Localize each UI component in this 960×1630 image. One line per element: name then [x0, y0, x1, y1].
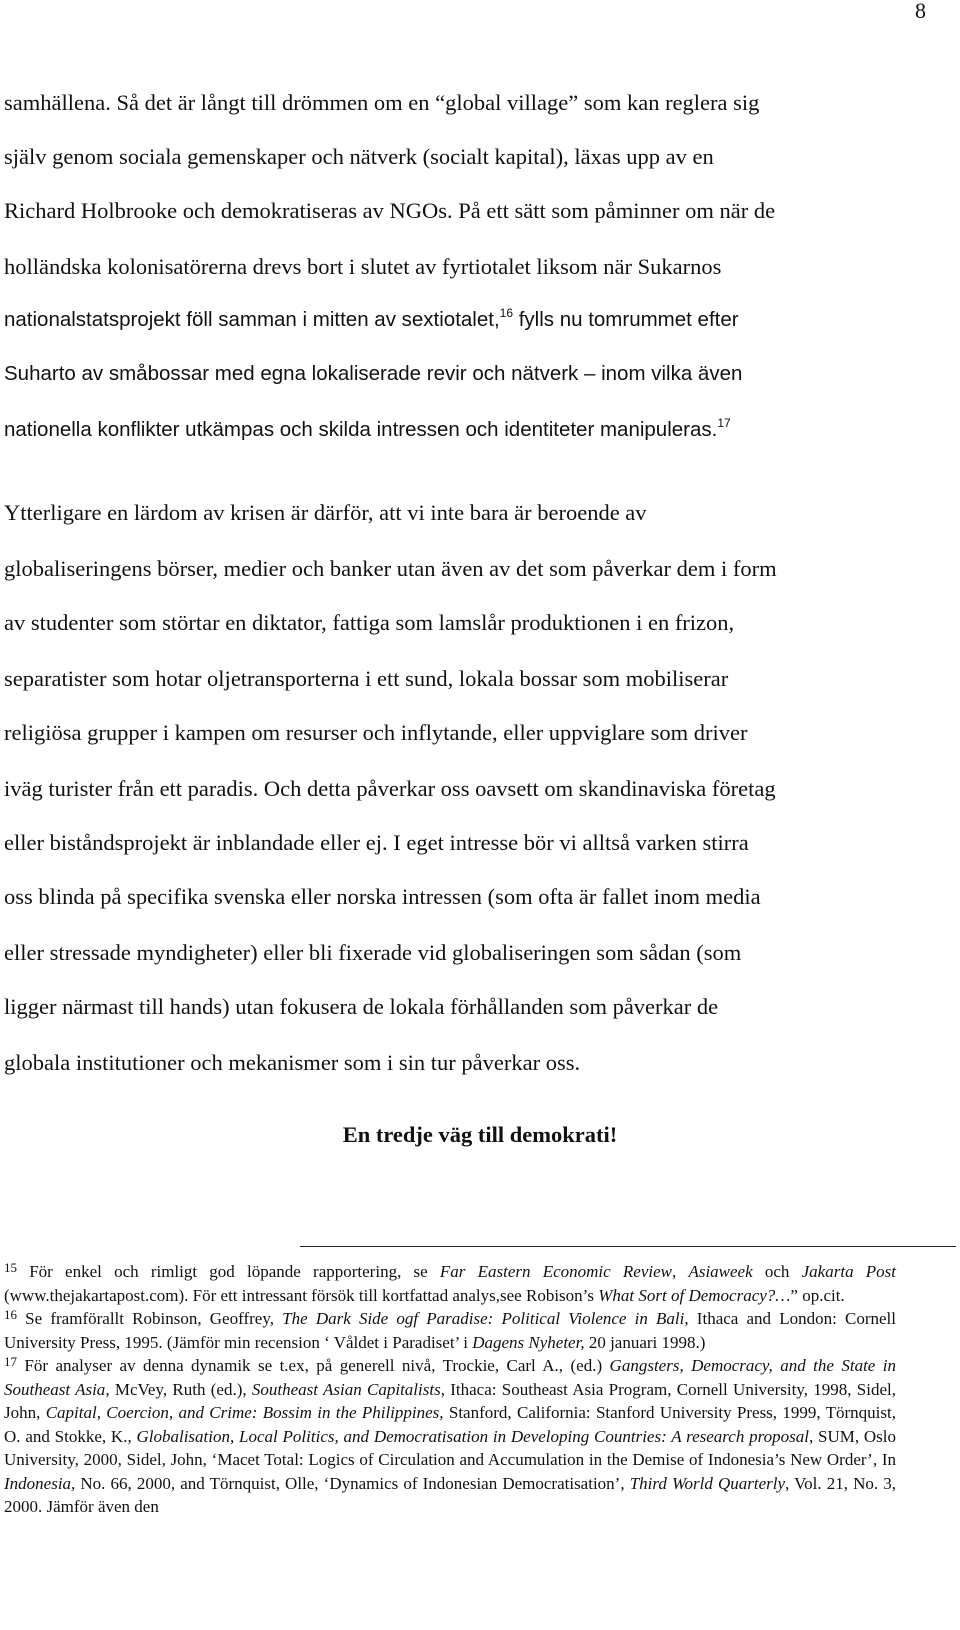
footnote-text: , McVey, Ruth (ed.),	[105, 1379, 252, 1399]
text-line	[4, 200, 775, 223]
page-number: 8	[915, 0, 926, 23]
footnote-text: 20 januari 1998.)	[584, 1332, 706, 1352]
footnote-text: För analyser av denna dynamik se t.ex, på generell nivå, Trockie, Carl A., (ed.)	[17, 1356, 610, 1375]
footnote-text: och	[752, 1262, 802, 1281]
text-line	[4, 558, 777, 581]
text-line	[4, 146, 714, 169]
footnote-ref: 17	[717, 416, 731, 430]
footnote-text: (www.thejakartapost.com). För ett intressant försök till kortfattad analys,see Robison’s	[4, 1285, 599, 1305]
text-line	[4, 92, 759, 115]
footnote-text: Stanford, California: Stanford University Press, 1999, Törnquist, O. and Stokke, K.,	[4, 1403, 896, 1446]
line-text: nationalstatsprojekt föll samman i mitten av sextiotalet,	[4, 308, 500, 331]
footnote-number: 15	[4, 1260, 17, 1275]
text-line	[4, 942, 741, 965]
line-text: Suharto av småbossar med egna lokaliserade revir och nätverk – inom vilka även	[4, 362, 743, 385]
footnote-text: ,	[671, 1262, 689, 1281]
text-line	[4, 668, 728, 691]
text-line	[4, 306, 739, 331]
line-text: eller biståndsprojekt är inblandade eller ej. I eget intresse bör vi alltså varken stirra	[4, 830, 749, 855]
line-text: själv genom sociala gemenskaper och nätverk (socialt kapital), läxas upp av en	[4, 144, 714, 169]
footnote-title: Asiaweek	[688, 1262, 753, 1281]
footnote-title: Capital, Coercion, and Crime: Bossim in the Philippines,	[45, 1403, 444, 1422]
footnote-title: Third World Quarterly	[629, 1473, 786, 1493]
text-line	[4, 778, 776, 801]
line-text: globala institutioner och mekanismer som i sin tur påverkar oss.	[4, 1050, 581, 1075]
footnotes	[4, 1260, 896, 1519]
footnote-title: Gangsters, Democracy, and the State in Southeast Asia	[4, 1356, 897, 1399]
text-line	[4, 416, 731, 441]
line-text: oss blinda på specifika svenska eller norska intressen (som ofta är fallet inom media	[4, 884, 761, 909]
footnote-number: 16	[4, 1307, 17, 1322]
footnote-text: ” op.cit.	[790, 1285, 845, 1305]
footnote-title: The Dark Side ogf Paradise: Political Violence in Bali	[282, 1309, 685, 1328]
footnote-text: För enkel och rimligt god löpande rapportering, se	[17, 1262, 440, 1281]
footnote-title: Indonesia,	[4, 1473, 76, 1493]
text-line	[4, 722, 748, 745]
footnote-title: Far Eastern Economic Review	[439, 1262, 672, 1281]
footnote-text: , SUM, Oslo University, 2000, Sidel, John, ‘Macet Total: Logics of Circulation and Accumulation in the Demise of Indonesia’s New Order’, In	[4, 1426, 896, 1469]
line-text: samhällena. Så det är långt till drömmen om en “global village” som kan reglera sig	[4, 90, 760, 115]
footnote	[4, 1307, 896, 1354]
text-line	[4, 364, 742, 385]
section-heading: En tredje väg till demokrati!	[342, 1122, 618, 1147]
footnote-title: Dagens Nyheter,	[472, 1332, 585, 1352]
footnote-text: , Vol. 21, No. 3, 2000. Jämför även den	[4, 1473, 896, 1516]
line-text: religiösa grupper i kampen om resurser och inflytande, eller uppviglare som driver	[4, 720, 748, 745]
line-text: av studenter som störtar en diktator, fattiga som lamslår produktionen i en frizon,	[4, 610, 735, 635]
footnote-title: Globalisation, Local Politics, and Democratisation in Developing Countries: A research proposal	[136, 1426, 809, 1446]
line-text: separatister som hotar oljetransporterna i ett sund, lokala bossar som mobiliserar	[4, 666, 729, 691]
text-line	[4, 1052, 580, 1075]
footnote-title: Southeast Asian Capitalists	[251, 1379, 441, 1399]
text-line	[4, 256, 721, 279]
footnote-title: What Sort of Democracy?…	[598, 1285, 791, 1305]
footnote-text: Se framförallt Robinson, Geoffrey,	[17, 1309, 283, 1328]
line-text: ligger närmast till hands) utan fokusera de lokala förhållanden som påverkar de	[4, 994, 719, 1019]
line-text: holländska kolonisatörerna drevs bort i slutet av fyrtiotalet liksom när Sukarnos	[4, 254, 722, 279]
footnote-title: Jakarta Post	[801, 1262, 897, 1281]
text-line	[4, 612, 734, 635]
line-text: globaliseringens börser, medier och banker utan även av det som påverkar dem i form	[4, 556, 777, 581]
text-line	[4, 996, 718, 1019]
line-text: iväg turister från ett paradis. Och detta påverkar oss oavsett om skandinaviska företag	[4, 776, 776, 801]
footnote	[4, 1260, 896, 1307]
footnote-ref: 16	[499, 306, 514, 320]
text-line	[4, 832, 749, 855]
text-line	[4, 886, 761, 909]
line-text: fylls nu tomrummet efter	[513, 308, 739, 331]
line-text: nationella konflikter utkämpas och skilda intressen och identiteter manipuleras.	[4, 418, 718, 441]
footnote	[4, 1354, 896, 1519]
line-text: Ytterligare en lärdom av krisen är därför, att vi inte bara är beroende av	[4, 500, 647, 525]
footnote-number: 17	[4, 1354, 17, 1369]
footnote-text: , Ithaca: Southeast Asia Program, Cornell University, 1998, Sidel, John,	[4, 1379, 896, 1422]
footnote-text: , Ithaca and London: Cornell University Press, 1995. (Jämför min recension ‘ Våldet i Paradiset’ i	[4, 1309, 897, 1352]
text-line	[4, 502, 647, 525]
footnote-separator	[300, 1246, 956, 1247]
line-text: Richard Holbrooke och demokratiseras av NGOs. På ett sätt som påminner om när de	[4, 198, 776, 223]
line-text: eller stressade myndigheter) eller bli fixerade vid globaliseringen som sådan (som	[4, 940, 742, 965]
footnote-text: No. 66, 2000, and Törnquist, Olle, ‘Dynamics of Indonesian Democratisation’,	[75, 1473, 630, 1493]
